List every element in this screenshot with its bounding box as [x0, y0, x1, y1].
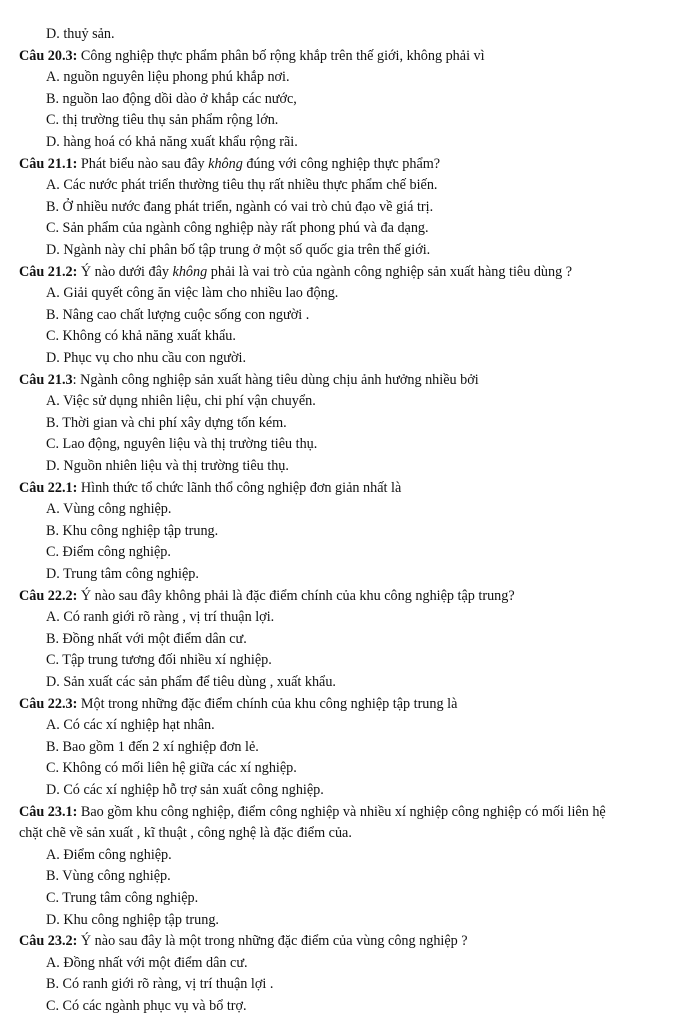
answer-option: C. Tập trung tương đối nhiều xí nghiệp.	[46, 652, 272, 669]
answer-option: C. Không có khả năng xuất khẩu.	[46, 328, 236, 345]
question-emphasis: không	[208, 155, 243, 172]
question-line	[19, 262, 572, 282]
answer-option: B. Vùng công nghiệp.	[46, 868, 171, 885]
answer-option: D. Có các xí nghiệp hỗ trợ sản xuất công nghiệp.	[46, 782, 324, 798]
question-number: Câu 21.2:	[19, 263, 78, 280]
answer-option: A. Đồng nhất với một điểm dân cư.	[46, 954, 248, 971]
question-text: Ý nào dưới đây	[77, 263, 173, 280]
question-line	[19, 931, 468, 951]
question-number: Câu 21.1:	[19, 155, 78, 172]
question-number: Câu 22.1:	[19, 479, 78, 496]
answer-option: A. Có ranh giới rõ ràng , vị trí thuận lợi.	[46, 609, 275, 626]
answer-option: B. nguồn lao động dồi dào ở khắp các nước,	[46, 90, 297, 107]
question-text: Ý nào sau đây không phải là đặc điểm chính của khu công nghiệp tập trung?	[77, 587, 515, 604]
answer-option: B. Đồng nhất với một điểm dân cư.	[46, 630, 247, 647]
answer-option: B. Thời gian và chi phí xây dựng tốn kém.	[46, 414, 287, 431]
answer-option: B. Có ranh giới rõ ràng, vị trí thuận lợi .	[46, 976, 274, 993]
question-text: Một trong những đặc điểm chính của khu công nghiệp tập trung là	[77, 695, 458, 712]
question-text: đúng với công nghiệp thực phẩm?	[242, 155, 441, 172]
answer-option: B. Ở nhiều nước đang phát triển, ngành có vai trò chủ đạo về giá trị.	[46, 198, 434, 215]
answer-option: A. nguồn nguyên liệu phong phú khắp nơi.	[46, 69, 290, 86]
question-number: Câu 23.2:	[19, 933, 78, 950]
answer-option: A. Điểm công nghiệp.	[46, 846, 172, 863]
question-line	[19, 46, 485, 66]
answer-option: A. Vùng công nghiệp.	[46, 501, 172, 518]
question-line	[19, 154, 440, 174]
question-text: phải là vai trò của ngành công nghiệp sản xuất hàng tiêu dùng ?	[207, 263, 573, 280]
answer-option: D. Khu công nghiệp tập trung.	[46, 911, 219, 928]
question-text: : Ngành công nghiệp sản xuất hàng tiêu dùng chịu ảnh hưởng nhiều bởi	[72, 371, 479, 388]
answer-option: D. Nguồn nhiên liệu và thị trường tiêu thụ.	[46, 458, 289, 474]
question-text: Phát biểu nào sau đây	[77, 155, 209, 172]
question-text: Công nghiệp thực phẩm phân bố rộng khắp trên thế giới, không phải vì	[77, 47, 485, 64]
answer-option: B. Nâng cao chất lượng cuộc sống con người .	[46, 306, 310, 323]
question-text: Bao gồm khu công nghiệp, điểm công nghiệp và nhiều xí nghiệp công nghiệp có mối liên hệ	[77, 803, 606, 820]
question-text: Hình thức tổ chức lãnh thổ công nghiệp đơn giản nhất là	[77, 479, 402, 496]
question-line	[19, 802, 606, 822]
question-line	[19, 694, 457, 714]
answer-option: C. Lao động, nguyên liệu và thị trường tiêu thụ.	[46, 436, 318, 453]
answer-option: A. Các nước phát triển thường tiêu thụ rất nhiều thực phẩm chế biến.	[46, 177, 438, 194]
question-line	[19, 586, 515, 606]
answer-option: A. Việc sử dụng nhiên liệu, chi phí vận chuyển.	[46, 393, 316, 410]
answer-option: C. Điểm công nghiệp.	[46, 544, 171, 561]
answer-option: C. Trung tâm công nghiệp.	[46, 890, 199, 906]
question-number: Câu 22.2:	[19, 587, 78, 604]
answer-option: D. hàng hoá có khả năng xuất khẩu rộng rãi.	[46, 134, 298, 150]
answer-option: D. Trung tâm công nghiệp.	[46, 566, 199, 582]
answer-option: D. Phục vụ cho nhu cầu con người.	[46, 350, 246, 366]
answer-option: D. Ngành này chỉ phân bố tập trung ở một số quốc gia trên thế giới.	[46, 242, 431, 258]
answer-option: A. Giải quyết công ăn việc làm cho nhiều lao động.	[46, 285, 339, 302]
question-emphasis: không	[172, 263, 208, 280]
question-line	[19, 370, 479, 390]
question-number: Câu 21.3	[19, 371, 73, 388]
question-text: Ý nào sau đây là một trong những đặc điểm của vùng công nghiệp ?	[77, 933, 468, 950]
answer-option: C. Sản phẩm của ngành công nghiệp này rất phong phú và đa dạng.	[46, 220, 429, 237]
question-number: Câu 20.3:	[19, 47, 78, 64]
answer-option: B. Khu công nghiệp tập trung.	[46, 522, 219, 539]
answer-option: A. Có các xí nghiệp hạt nhân.	[46, 717, 215, 734]
answer-option: C. Không có mối liên hệ giữa các xí nghiệp.	[46, 760, 297, 777]
question-continuation: chặt chẽ về sản xuất , kĩ thuật , công nghệ là đặc điểm của.	[19, 825, 352, 842]
answer-option: D. thuỷ sản.	[46, 26, 115, 42]
answer-option: C. Có các ngành phục vụ và bổ trợ.	[46, 998, 247, 1014]
question-number: Câu 22.3:	[19, 695, 78, 712]
question-number: Câu 23.1:	[19, 803, 78, 820]
answer-option: D. Sản xuất các sản phẩm để tiêu dùng , xuất khẩu.	[46, 674, 336, 690]
answer-option: C. thị trường tiêu thụ sản phẩm rộng lớn.	[46, 112, 279, 129]
answer-option: B. Bao gồm 1 đến 2 xí nghiệp đơn lẻ.	[46, 738, 259, 755]
question-line	[19, 478, 401, 498]
